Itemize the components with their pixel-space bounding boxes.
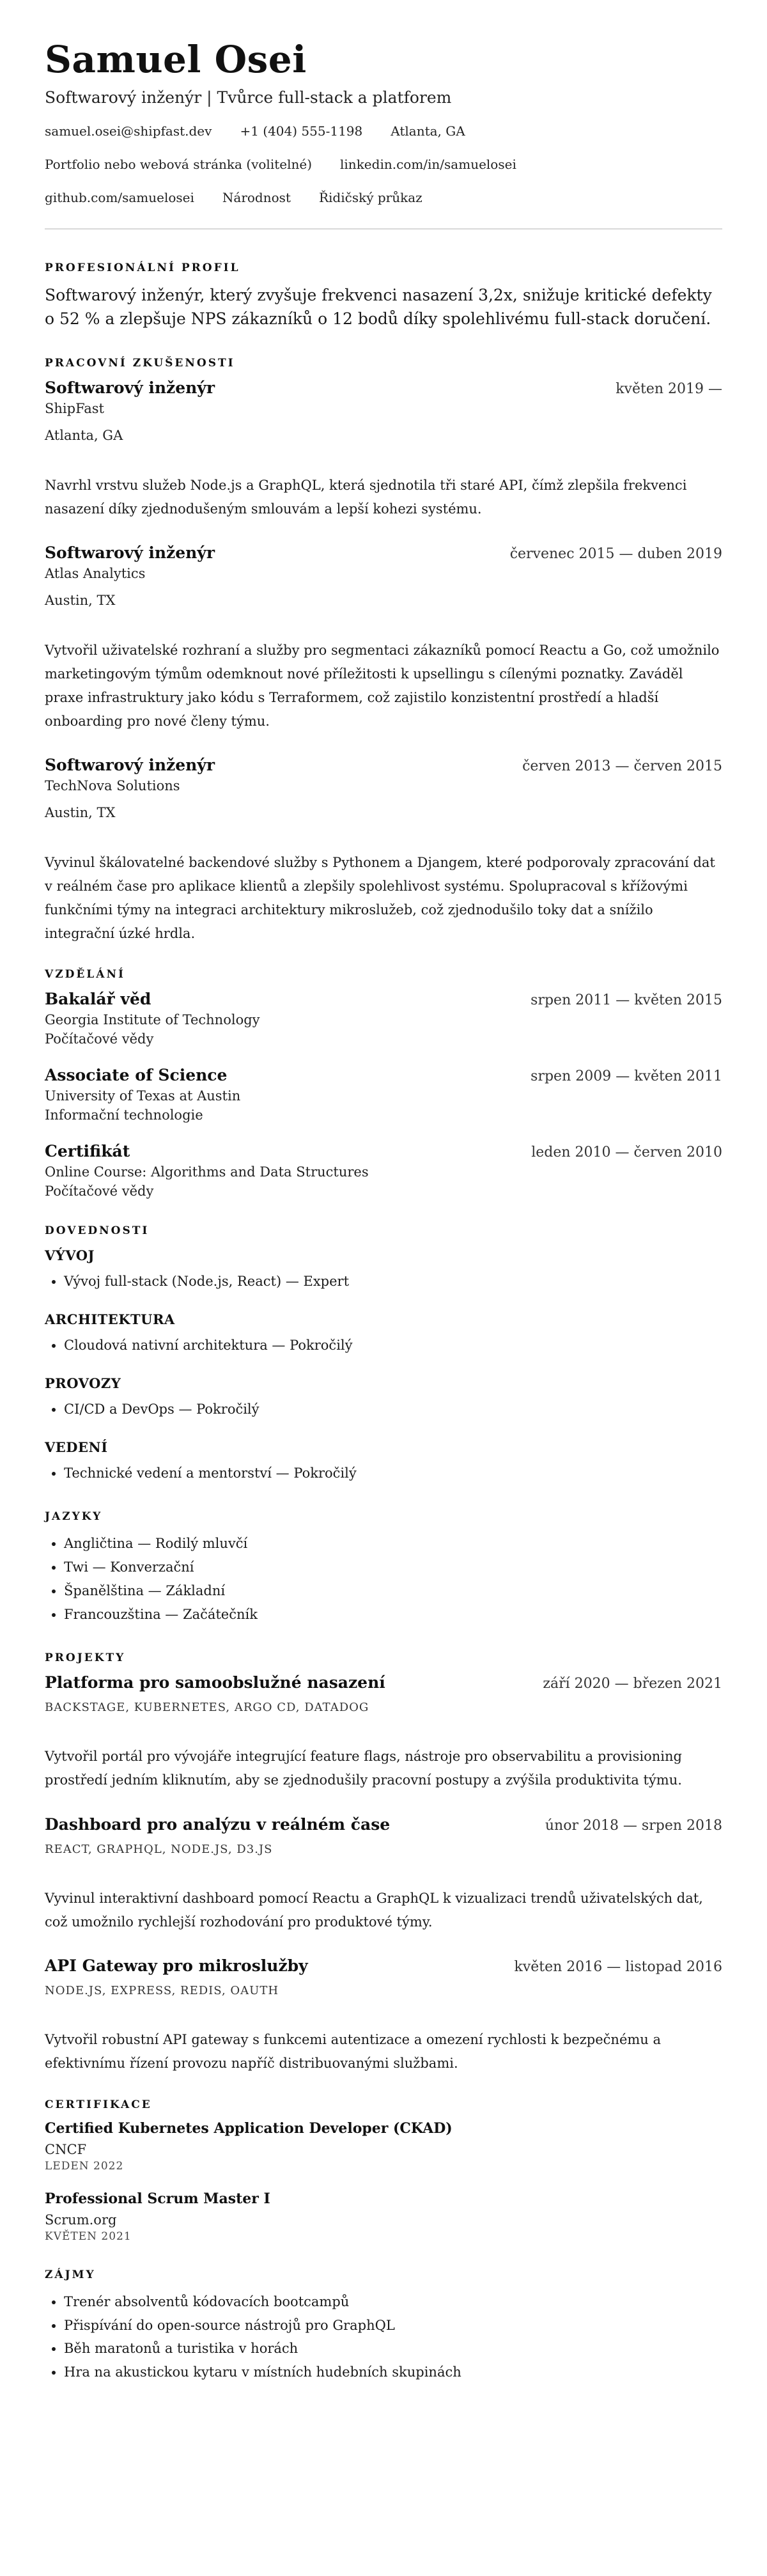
field-name: Počítačové vědy	[45, 1031, 154, 1047]
job-description: Vytvořil uživatelské rozhraní a služby pro segmentaci zákazníků pomocí Reactu a Go, což umožnilo marketingovým týmům odemknout nové příležitosti k upsellingu s cílenými poznatky. Zaváděl praxe infrastruktury jako kódu s Terraformem, což zajistilo konzistentní prostředí a hladší onboarding pro nové členy týmu.	[45, 643, 720, 729]
skill-category: VÝVOJ	[45, 1247, 95, 1264]
skill-category: VEDENÍ	[45, 1439, 108, 1455]
job-date: květen 2019 —	[616, 380, 722, 397]
project-name: Platforma pro samoobslužné nasazení	[45, 1673, 385, 1692]
language-item: • Angličtina — Rodilý mluvčí	[64, 1532, 722, 1556]
headline: Softwarový inženýr | Tvůrce full-stack a platforem	[45, 88, 452, 107]
education-title: VZDĚLÁNÍ	[45, 968, 125, 981]
summary-title: PROFESIONÁLNÍ PROFIL	[45, 261, 240, 274]
language-item: • Twi — Konverzační	[64, 1556, 722, 1579]
certification-entry	[45, 2120, 722, 2173]
skill-item: • Cloudová nativní architektura — Pokročilý	[64, 1334, 722, 1357]
extra-row	[45, 183, 722, 212]
github-text: github.com/samuelosei	[45, 189, 194, 205]
linkedin-text: linkedin.com/in/samuelosei	[340, 156, 516, 172]
job-role: Softwarový inženýr	[45, 543, 215, 563]
interests-title: ZÁJMY	[45, 2268, 96, 2281]
project-description: Vytvořil portál pro vývojáře integrující feature flags, nástroje pro observabilitu a provisioning prostředí jedním kliknutím, aby se zjednodušily pracovní postupy a zvýšila produktivita týmu.	[45, 1749, 682, 1788]
contact-row	[45, 117, 722, 145]
education-entry	[45, 1066, 722, 1123]
job-role: Softwarový inženýr	[45, 378, 215, 397]
cert-name: Professional Scrum Master I	[45, 2190, 270, 2207]
school-name: Online Course: Algorithms and Data Structures	[45, 1164, 369, 1180]
project-tech: BACKSTAGE, KUBERNETES, ARGO CD, DATADOG	[45, 1701, 369, 1715]
project-entry	[45, 1956, 722, 2075]
project-name: API Gateway pro mikroslužby	[45, 1956, 308, 1976]
skill-list	[45, 1462, 722, 1485]
interest-list	[45, 2290, 722, 2384]
email-text: samuel.osei@shipfast.dev	[45, 123, 212, 139]
project-entry	[45, 1673, 722, 1792]
job-company: Atlas Analytics	[45, 566, 146, 582]
job-location: Austin, TX	[45, 805, 116, 821]
degree-name: Bakalář věd	[45, 990, 151, 1009]
skill-category: PROVOZY	[45, 1375, 121, 1391]
experience-entry	[45, 543, 722, 733]
interest-item: • Trenér absolventů kódovacích bootcampů	[64, 2290, 722, 2314]
cert-date: KVĚTEN 2021	[45, 2229, 132, 2243]
experience-entry	[45, 379, 722, 521]
school-name: University of Texas at Austin	[45, 1088, 241, 1104]
job-description: Navrhl vrstvu služeb Node.js a GraphQL, která sjednotila tři staré API, čímž zlepšila frekvenci nasazení díky zjednodušeným smlouvám a lepší kohezi systému.	[45, 477, 687, 517]
language-item: • Španělština — Základní	[64, 1579, 722, 1603]
links-row	[45, 150, 722, 178]
summary-text: Softwarový inženýr, který zvyšuje frekvenci nasazení 3,2x, snižuje kritické defekty o 52 % a zlepšuje NPS zákazníků o 12 bodů díky spolehlivému full-stack doručení.	[45, 285, 712, 329]
interest-item: • Hra na akustickou kytaru v místních hudebních skupinách	[64, 2361, 722, 2384]
language-item: • Francouzština — Začátečník	[64, 1603, 722, 1627]
job-role: Softwarový inženýr	[45, 756, 215, 775]
project-tech: REACT, GRAPHQL, NODE.JS, D3.JS	[45, 1842, 273, 1856]
skill-category: ARCHITEKTURA	[45, 1311, 175, 1328]
language-list	[45, 1532, 722, 1626]
license-text: Řidičský průkaz	[318, 189, 422, 205]
location-text: Atlanta, GA	[391, 123, 465, 139]
project-date: květen 2016 — listopad 2016	[514, 1959, 722, 1976]
project-date: září 2020 — březen 2021	[543, 1676, 722, 1692]
skill-item: • Vývoj full-stack (Node.js, React) — Expert	[64, 1270, 722, 1293]
project-description: Vyvinul interaktivní dashboard pomocí Reactu a GraphQL k vizualizaci trendů uživatelských dat, což umožnilo rychlejší rozhodování pro produktové týmy.	[45, 1890, 703, 1930]
skill-item: • CI/CD a DevOps — Pokročilý	[64, 1398, 722, 1421]
school-name: Georgia Institute of Technology	[45, 1012, 260, 1028]
skill-list	[45, 1270, 722, 1293]
job-company: TechNova Solutions	[45, 778, 180, 794]
certification-entry	[45, 2190, 722, 2243]
cert-issuer: Scrum.org	[45, 2212, 117, 2228]
degree-date: leden 2010 — červen 2010	[531, 1144, 722, 1161]
project-name: Dashboard pro analýzu v reálném čase	[45, 1815, 391, 1834]
header-divider	[45, 228, 722, 230]
interest-item: • Přispívání do open-source nástrojů pro GraphQL	[64, 2314, 722, 2338]
experience-title: PRACOVNÍ ZKUŠENOSTI	[45, 356, 235, 370]
field-name: Počítačové vědy	[45, 1183, 154, 1199]
phone-text: +1 (404) 555-1198	[240, 123, 363, 139]
skill-list	[45, 1398, 722, 1421]
job-description: Vyvinul škálovatelné backendové služby s Pythonem a Djangem, které podporovaly zpracování dat v reálném čase pro aplikace klientů a zlepšily spolehlivost systému. Spolupracoval s křížovými funkčními týmy na integraci architektury mikroslužeb, což zjednodušilo toky dat a snížilo integrační úzké hrdla.	[45, 855, 715, 941]
degree-date: srpen 2011 — květen 2015	[531, 992, 722, 1009]
education-entry	[45, 990, 722, 1047]
degree-name: Associate of Science	[45, 1066, 228, 1085]
job-date: červen 2013 — červen 2015	[522, 758, 722, 775]
cert-issuer: CNCF	[45, 2141, 87, 2157]
education-entry	[45, 1142, 722, 1199]
job-location: Atlanta, GA	[45, 427, 123, 443]
project-date: únor 2018 — srpen 2018	[545, 1817, 722, 1834]
languages-title: JAZYKY	[45, 1510, 103, 1524]
cert-name: Certified Kubernetes Application Developer (CKAD)	[45, 2119, 453, 2137]
job-location: Austin, TX	[45, 593, 116, 609]
project-description: Vytvořil robustní API gateway s funkcemi autentizace a omezení rychlosti k bezpečnému a efektivnímu řízení provozu napříč distribuovanými službami.	[45, 2032, 662, 2072]
project-entry	[45, 1815, 722, 1934]
portfolio-text: Portfolio nebo webová stránka (volitelné)	[45, 156, 313, 172]
cert-date: LEDEN 2022	[45, 2159, 124, 2173]
degree-date: srpen 2009 — květen 2011	[531, 1068, 722, 1085]
candidate-name: Samuel Osei	[45, 38, 307, 81]
project-tech: NODE.JS, EXPRESS, REDIS, OAUTH	[45, 1984, 279, 1998]
skill-list	[45, 1334, 722, 1357]
certifications-title: CERTIFIKACE	[45, 2098, 152, 2111]
job-company: ShipFast	[45, 400, 104, 416]
interest-item: • Běh maratonů a turistika v horách	[64, 2337, 722, 2361]
degree-name: Certifikát	[45, 1142, 130, 1161]
projects-title: PROJEKTY	[45, 1651, 126, 1665]
nationality-text: Národnost	[222, 189, 291, 205]
field-name: Informační technologie	[45, 1107, 203, 1123]
job-date: červenec 2015 — duben 2019	[509, 546, 722, 563]
experience-entry	[45, 756, 722, 945]
skill-item: • Technické vedení a mentorství — Pokročilý	[64, 1462, 722, 1485]
skills-title: DOVEDNOSTI	[45, 1224, 150, 1238]
